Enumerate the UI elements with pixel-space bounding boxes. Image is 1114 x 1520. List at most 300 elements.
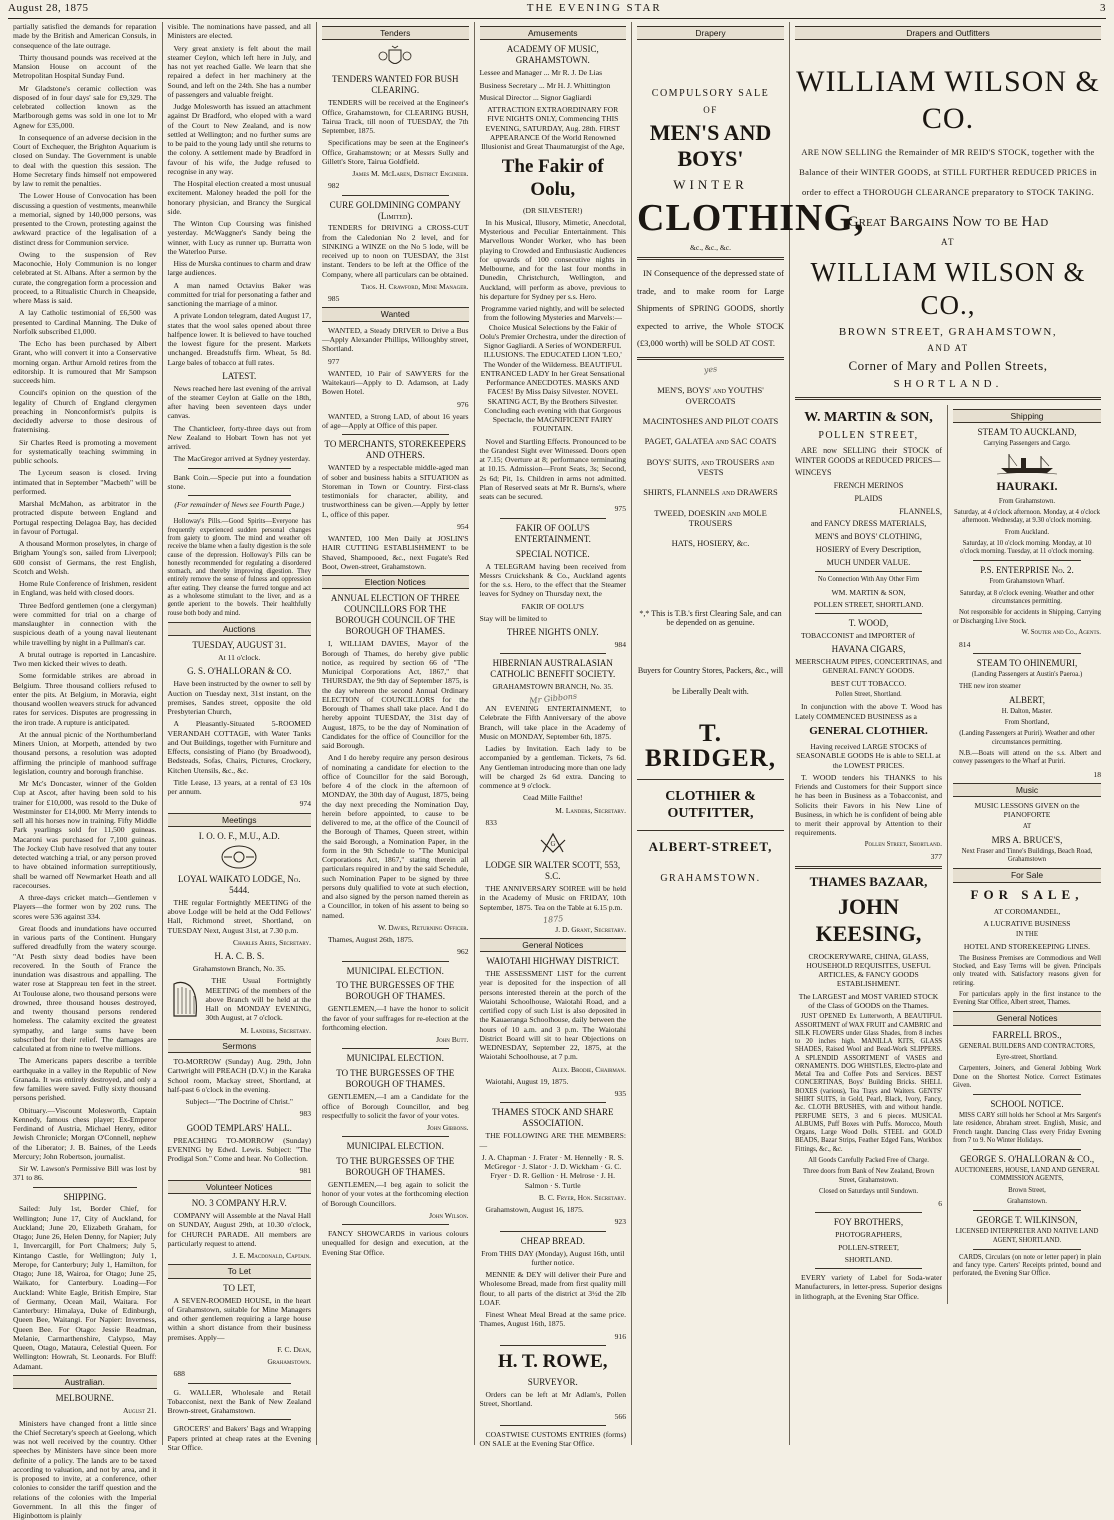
section-general-notices: General Notices <box>480 938 627 952</box>
academy-secretary: Business Secretary ... Mr H. J. Whittington <box>479 80 611 90</box>
academy-lessee: Lessee and Manager ... Mr R. J. De Lias <box>479 68 603 78</box>
cure-heading: CURE GOLDMINING COMPANY (Limited). <box>329 199 461 221</box>
to-let-place: Grahamstown. <box>267 1357 311 1367</box>
ad-number: 981 <box>299 1166 311 1176</box>
meerschaum-line: MEERSCHAUM PIPES, CONCERTINAS, and GENERAL FANCY GOODS. <box>795 657 942 676</box>
lodge-signature: Charles Aries, Secretary. <box>233 937 311 947</box>
stock-share-heading: THAMES STOCK AND SHARE ASSOCIATION. <box>491 1107 614 1129</box>
news-para: visible. The nominations have passed, and all Ministers are elected. <box>167 22 311 41</box>
column-6-drapers <box>790 22 1106 1445</box>
divider <box>188 468 292 469</box>
auction-para: Have been instructed by the owner to sell by Auction on Tuesday next, 31st instant, on the premises, Sandes street, opposite the old Presbyterian Church, <box>167 679 311 717</box>
foy-line: POLLEN-STREET, <box>838 1242 899 1252</box>
divider <box>342 1136 449 1137</box>
page-number: 3 <box>1100 2 1106 14</box>
waiotahi-signature: Alex. Brodie, Chairman. <box>552 1064 626 1074</box>
news-para: The MacGregor arrived at Sydney yesterday. <box>173 454 311 464</box>
cure-signature: Thos. H. Crawford, Mine Manager. <box>360 281 469 291</box>
school-heading: SCHOOL NOTICE. <box>990 1099 1064 1110</box>
ad-number: 833 <box>485 817 497 827</box>
news-para: News reached here last evening of the arrival of the steamer Ceylon at Galle on the 18th, after having been seventeen days under canvas. <box>167 383 311 421</box>
consequence-para: IN Consequence of the depressed state of trade, and to make room for Large Shipments of SPRING GOODS, shortly expected to arrive, the Whole STOCK (£3,000 worth) will be SOLD AT COST. <box>637 268 784 348</box>
ohalloran-para: AUCTIONEERS, HOUSE, LAND AND GENERAL COMMISSION AGENTS, <box>954 1167 1100 1183</box>
grocers-ad: GROCERS' and Bakers' Bags and Wrapping Papers printed at cheap rates at the Evening Star Office. <box>167 1424 311 1452</box>
ad-number: 975 <box>614 504 626 514</box>
handwritten-annotation: yes <box>703 364 718 376</box>
municipal-signature: John Butt. <box>436 1035 469 1045</box>
divider <box>500 653 607 654</box>
divider <box>973 1249 1081 1250</box>
shipping-heading: SHIPPING. <box>63 1191 107 1202</box>
sale-line: A LUCRATIVE BUSINESS <box>983 918 1071 928</box>
ioof-heading: I. O. O. F., M.U., A.D. <box>198 831 280 841</box>
clothier-para: Having received LARGE STOCKS of SEASONABLE GOODS He is able to SELL at the LOWEST PRICES. <box>796 742 941 770</box>
news-para: Sir W. Lawson's Permissive Bill was lost by 371 to 86. <box>13 1164 157 1183</box>
divider <box>815 1212 922 1213</box>
ohinemuri-para: (Landing Passengers at Puriri). Weather and other circumstances permitting. <box>959 730 1095 746</box>
schedule: Saturday, at 10 o'clock morning. Monday, at 10 o'clock morning. Tuesday, at 11 o'clock morning. <box>960 539 1094 556</box>
martin-para: ARE now SELLING their STOCK of WINTER GOODS at REDUCED PRICES— <box>795 445 942 465</box>
martin-item: WINCEYS <box>795 468 832 478</box>
sermon-para: TO-MORROW (Sunday) Aug. 29th, John Cartwright will PREACH (D.V.) in the Karaka School room, Mackay street, Shortland, at half-past 6 o'clock in the evening. <box>167 1057 311 1094</box>
melbourne-date: August 21. <box>122 1406 157 1416</box>
ad-number: 688 <box>173 1369 185 1379</box>
stock-item: BOYS' SUITS, and TROUSERS and VESTS <box>646 456 775 477</box>
ohalloran-address: Grahamstown. <box>1007 1198 1047 1206</box>
sale-line: HOTEL AND STOREKEEPING LINES. <box>963 942 1091 952</box>
news-para: A private London telegram, dated August 17, states that the wool sales opened about three halfpence lower. It is believed to have touched the lowest figure for the present. Markets unchanged. Breadstuffs firm. Wheat, 5s 8d. Large bales of tobacco at full rates. <box>167 311 311 367</box>
column-2-news-ads <box>163 22 318 1452</box>
municipal-signature: John Wilson. <box>429 1210 469 1220</box>
of-word: OF <box>703 104 718 115</box>
hibernian-signature: M. Landers, Secretary. <box>555 805 626 815</box>
ad-number: 962 <box>457 947 469 957</box>
section-drapers-outfitters: Drapers and Outfitters <box>795 26 1101 40</box>
hacb-branch: Grahamstown Branch, No. 35. <box>192 964 286 974</box>
fakir-para: Novel and Startling Effects. Pronounced to be the Grandest Sight ever Witnessed. Doors open at 7.15; Overture at 8; performance terminating at 10.15. Admission—Front Seats, 3s; Second, 2s 6d; Pit, 1s. Children in arms not admitted. Plan of Reserved seats at Mr R. Burns's, where seats can be secured. <box>479 436 626 502</box>
fakir-name: FAKIR OF OOLU'S <box>521 601 584 611</box>
handwritten-annotation: Mr Gibbons <box>528 691 577 706</box>
ohalloran-heading: GEORGE S. O'HALLORAN & CO., <box>959 1154 1095 1165</box>
music-para: MUSIC LESSONS GIVEN on the PIANOFORTE <box>974 801 1080 820</box>
section-shipping: Shipping <box>953 409 1101 423</box>
news-para: Thirty thousand pounds was received at the Mansion House on account of the Metropolitan Hospital Sunday Fund. <box>13 52 157 81</box>
ad-number: 6 <box>938 1199 942 1209</box>
news-para: The Lyceum season is closed. Irving intimated that in September "Macbeth" will be performed. <box>13 468 157 496</box>
auction-item: A Pleasantly-Situated 5-ROOMED VERANDAH COTTAGE, with Water Tanks and Out Buildings, together with Furniture and Effects, consisting of Piano (by Broadwood), Bedsteads, Sofas, Chairs, Pictures, Crockery, Kitchen Utensils, &c., &c. <box>167 719 311 775</box>
three-nights: THREE NIGHTS ONLY. <box>506 627 599 638</box>
havana-heading: HAVANA CIGARS, <box>831 644 906 655</box>
coastwise-ad: COASTWISE CUSTOMS ENTRIES (forms) ON SALE at the Evening Star Office. <box>479 1429 626 1449</box>
martin-address: POLLEN STREET, SHORTLAND. <box>813 599 924 609</box>
sale-para: The Business Premises are Commodious and Well Stocked, and Easy Terms will be given. Principals only treated with. Satisfactory reasons given for retiring. <box>953 954 1101 987</box>
keesing-note: All Goods Carefully Packed Free of Charge. <box>808 1157 929 1164</box>
attraction-para: ATTRACTION EXTRAORDINARY FOR FIVE NIGHTS ONLY, Commencing THIS EVENING, SATURDAY, Aug. 28th. FIRST APPEARANCE Of the World Renowned Illusionist and Great Thaumaturgist of the Age, <box>481 105 625 152</box>
divider <box>342 434 449 435</box>
sale-para: For particulars apply in the first instance to the Evening Star Office, Albert street, Thames. <box>953 990 1101 1007</box>
news-para: Obituary.—Viscount Molesworth, Captain Kennedy, famous chess player; Ex-Emperor Ferdinand of Austria, Michael Henry, editor Jewish Chronicle; Morgan O'Connell, nephew of the Liberator; J. B. Baines, of the Leeds Mercury; John Robertson, journalist. <box>13 1105 157 1161</box>
enterprise-heading: P.S. ENTERPRISE No. 2. <box>980 565 1074 576</box>
martin-item: PLAIDS <box>854 493 883 503</box>
news-para: A man named Octavius Baker was committed for trial for personating a father and sanctioning the marriage of a minor. <box>167 280 311 308</box>
for-sale-heading: FOR SALE, <box>970 886 1084 902</box>
melbourne-para: Ministers have changed front a little since the Chief Secretary's speech at Geelong, which was not well received by the country. Other speeches by Ministers have since been more definite of a policy. The lands are to be taxed according to valuation, and not by area, and it is proposed to invite, at a conference, other colonies to consider the tariff question and the relations of the colonies with the Imperial Government. In all this the finger of Higinbottom is plainly <box>13 1418 157 1520</box>
ad-number: 814 <box>959 640 971 650</box>
municipal-para: GENTLEMEN,—I beg again to solicit the honor of your votes at the forthcoming election of Borough Councillors. <box>322 1180 469 1208</box>
wood-para: TOBACCONIST and IMPORTER of <box>801 631 915 641</box>
foy-heading: FOY BROTHERS, <box>833 1217 904 1228</box>
wood-signature: Pollen Street, Shortland. <box>864 840 942 848</box>
to-let-heading: TO LET, <box>223 1282 256 1293</box>
section-tenders: Tenders <box>322 26 469 40</box>
divider <box>500 1345 607 1346</box>
ad-number: 916 <box>614 1331 626 1341</box>
bridger-name: T. BRIDGER, <box>645 719 776 772</box>
pollen-street: POLLEN STREET, <box>818 429 919 441</box>
martin-item: HOSIERY of Every Description, <box>815 544 922 554</box>
election-para: I, WILLIAM DAVIES, Mayor of the Borough of Thames, do hereby give public notice, as required by section 66 of "The Municipal Corporations Act, 1867," that THURSDAY, the 9th day of September 1875, is the day whereon the second Annual Ordinary ELECTION of COUNCILLORS for the Borough of Thames shall take place. And I do hereby appoint TUESDAY, the 31st day of August, 1875, to be the day of Nomination of Candidates for the office of Councillor for the said Borough. <box>322 639 469 751</box>
stock-item: PAGET, GALATEA and SAC COATS <box>644 436 777 447</box>
martin-name-2: WM. MARTIN & SON, <box>831 587 906 597</box>
news-para: A brutal outrage is reported in Lancashire. Two men kicked their wives to death. <box>13 649 157 668</box>
mens-boys-heading: MEN'S AND BOYS' <box>649 119 772 172</box>
good-templars-para: PREACHING TO-MORROW (Sunday) EVENING by Edwd. Lewis. Subject: "The Prodigal Son." Come and hear. No Collection. <box>167 1135 311 1164</box>
compulsory-sale: COMPULSORY SALE <box>651 88 770 100</box>
news-para: The Lower House of Convocation has been discussing a question of vestments, meanwhile a memorial, signed by 140,000 persons, was presented to the Crown, protesting against the awkward practice of the legalisation of a distinct dress for Communion service. <box>13 191 157 247</box>
stock-item: MACINTOSHES AND PILOT COATS <box>642 415 779 426</box>
corner-line: Corner of Mary and Pollen Streets, <box>848 358 1048 374</box>
wilson-para: ARE NOW SELLING the Remainder of MR REID'S STOCK, together with the Balance of their WINTER GOODS, at STILL FURTHER REDUCED PRICES in order to effect a THOROUGH CLEARANCE preparatory to STOCK TAKING. <box>799 146 1097 198</box>
news-para: Mr Mc's Doncaster, winner of the Golden Cup at Ascot, after having been sold to his trainer for £10,000, was resold to the Duke of Westminster for £14,000. Mr Merry intends to sell all his horses now in training. Fifty Middle Park yearlings sold for 11,500 guineas. Macaroni was purchased for 7,100 guineas. The Jockey Club have resolved that any touter detected watching a trial, or any person proved to have obtained information surreptitiously, shall be warned off Newmarket Heath and all racecourses. <box>13 779 157 890</box>
waller-ad: G. WALLER, Wholesale and Retail Tobacconist, next the Bank of New Zealand Brown-street, Grahamstown. <box>167 1387 311 1416</box>
royal-arms-icon <box>375 44 415 70</box>
harp-icon <box>168 978 202 1020</box>
divider <box>342 961 449 962</box>
news-para: A lay Catholic testimonial of £6,500 was presented to Cardinal Manning. The Duke of Norfolk subscribed £1,000. <box>13 308 157 336</box>
sale-line: IN THE <box>1016 931 1038 939</box>
holloway-ad: Holloway's Pills.—Good Spirits—Everyone has frequently experienced sudden personal changes from gaiety to gloom. The mind and weather oft receive the blame when a faulty digestion is the sole cause of the depression. Holloway's Pills can be honestly recommended for regulating a disordered stomach, and thereby improving digestion. They entirely remove the sense of fulness and oppression after eating. They cleanse the furred tongue and act as a wholesome stimulant to the liver, and as a gentle aperient to the bowels. Their healthfully rouse both body and mind. <box>167 518 311 617</box>
bread-para: Finest Wheat Meal Bread at the same price. Thames, August 16th, 1875. <box>479 1310 626 1329</box>
column-6a <box>795 405 948 1304</box>
section-election-notices: Election Notices <box>322 575 469 589</box>
ad-number: 935 <box>614 1089 626 1099</box>
scott-para: THE ANNIVERSARY SOIREE will be held in the Academy of Music on FRIDAY, 10th September, 1875. Tea on the Table at 6.15 p.m. <box>479 884 626 912</box>
stock-share-signature: B. C. Fryer, Hon. Secretary. <box>538 1192 626 1202</box>
municipal-para: GENTLEMEN,—I have the honor to solicit the favor of your suffrages for re-election at the forthcoming election. <box>322 1004 469 1032</box>
showcards-ad: FANCY SHOWCARDS in various colours unequalled for design and execution, at the Evening Star Office. <box>322 1229 469 1257</box>
section-auctions: Auctions <box>168 622 312 636</box>
steam-auckland: STEAM TO AUCKLAND, <box>977 426 1077 437</box>
special-notice-heading: SPECIAL NOTICE. <box>515 548 590 559</box>
auction-terms: Title Lease, 13 years, at a rental of £3 10s per annum. <box>167 777 311 797</box>
to-let-para: A SEVEN-ROOMED HOUSE, in the heart of Grahamstown, suitable for Mine Managers and other gentlemen requiring a large house within a short distance from their business premises. Apply— <box>167 1295 311 1342</box>
election-signature: W. Davies, Returning Officer. <box>378 922 469 932</box>
news-para: The Winton Cup Coursing was finished yesterday. McWaggner's Sandy being the winner, with Lucy as runner up. Burratta won the Waterloo Purse. <box>167 219 311 256</box>
no-connection: No Connection With Any Other Firm <box>817 576 920 584</box>
schedule: Saturday, at 4 o'clock afternoon. Monday, at 4 o'clock afternoon. Wednesday, at 9.30 o'clock morning. <box>954 509 1100 525</box>
stock-item: SHIRTS, FLANNELS and DRAWERS <box>643 487 778 498</box>
rowe-heading: H. T. ROWE, <box>497 1350 608 1372</box>
divider <box>500 1425 607 1426</box>
news-para: Three Bedford gentlemen (one a clergyman) were committed for trial on a charge of manslaughter in connection with the suspicious death of a young naval lieutenant while travelling by night in a Pullman's car. <box>13 600 157 647</box>
volunteer-signature: J. E. Macdonald, Captain. <box>232 1251 311 1261</box>
first-clearing-note: *,* This is T.B.'s first Clearing Sale, and can be depended on as genuine. <box>639 608 782 628</box>
section-drapery: Drapery <box>637 26 784 40</box>
news-para: Home Rule Conference of Irishmen, resident in England, was held with closed doors. <box>13 579 157 598</box>
farrell-para: Carpenters, Joiners, and General Jobbing Work Done on the Shortest Notice. Correct Estimates Given. <box>953 1065 1101 1089</box>
martin-heading: W. MARTIN & SON, <box>804 409 933 425</box>
martin-item: FRENCH MERINOS <box>833 481 904 491</box>
divider <box>973 1149 1081 1150</box>
farrell-address: Eyre-street, Shortland. <box>996 1053 1058 1061</box>
from-shortland: From Shortland, <box>1004 719 1050 727</box>
bank-coin-para: Bank Coin.—Specie put into a foundation stone. <box>167 472 311 491</box>
divider <box>815 613 922 614</box>
farrell-para: GENERAL BUILDERS AND CONTRACTORS, <box>959 1042 1095 1050</box>
martin-item: and FANCY DRESS MATERIALS, <box>810 519 927 529</box>
lodge-para: THE regular Fortnightly MEETING of the above Lodge will be held at the Odd Fellows' Hall, Richmond street, Shortland, on TUESDAY Next, August 31st, at 7.30 p.m. <box>167 897 311 935</box>
ad-number: 923 <box>614 1217 626 1227</box>
ohinemuri-heading: STEAM TO OHINEMURI, <box>976 658 1078 669</box>
steamship-icon <box>997 451 1057 475</box>
tender-heading: TENDERS WANTED FOR BUSH CLEARING. <box>331 74 459 96</box>
fakir-programme: Programme varied nightly, and will be selected from the following Mysteries and Marvels:— Choice Musical Selections by the Fakir of Oolu's Premier Orchestra, under the direction of Signor Gagliardi. A Series of WONDERFUL ILLUSIONS. The EDUCATED LION 'LEO,' The Wonder of the Wilderness. BEAUTIFUL ENTRANCED LADY In her Great Sensational Performance ANECDOTES. MASKS AND FACES! By Miss Daisy Silvester. NOVEL SKATING ACT, By the Brothers Silvester. Concluding each evening with that Gorgeous Spectacle, the MAGNIFICENT FAIRY FOUNTAIN. <box>479 304 626 434</box>
ad-number: 954 <box>457 521 469 531</box>
fakir-entertainment-heading: FAKIR OF OOLU'S ENTERTAINMENT. <box>514 522 591 544</box>
section-volunteer: Volunteer Notices <box>168 1180 312 1194</box>
news-para: Judge Molesworth has issued an attachment against Dr Bradford, who eloped with a ward of the Court to New Zealand, and is now settled at Wellington; and no further sums are to be paid to the young lady until she returns to the colony. A settlement made by Bradford in favour of his wife, the Judge refused to recognise in any way. <box>167 102 311 176</box>
grahamstown-line: GRAHAMSTOWN. <box>660 872 761 884</box>
stock-share-para: THE FOLLOWING ARE THE MEMBERS:— <box>479 1131 626 1150</box>
thames-bazaar: THAMES BAZAAR, <box>809 874 928 890</box>
wilkinson-para: LICENSED INTERPRETER AND NATIVE LAND AGENT, SHORTLAND. <box>955 1228 1099 1244</box>
ad-number: 983 <box>299 1109 311 1119</box>
etc-line: &c., &c., &c. <box>689 243 732 253</box>
wanted-ad: WANTED, a Strong LAD, of about 16 years of age—Apply at Office of this paper. <box>322 411 469 431</box>
section-meetings: Meetings <box>168 813 312 827</box>
newspaper-title: THE EVENING STAR <box>526 2 662 14</box>
brown-street: BROWN STREET, GRAHAMSTOWN, <box>838 325 1058 338</box>
burgesses-heading: TO THE BURGESSES OF THE BOROUGH OF THAMES. <box>336 1068 455 1090</box>
sermon-subject: Subject—"The Doctrine of Christ." <box>185 1097 293 1107</box>
divider <box>795 397 1101 400</box>
ad-number: 18 <box>1093 769 1101 779</box>
label-ad: EVERY variety of Label for Soda-water Manufacturers, in letter-press. Superior designs in lithograph, at the Evening Star Office. <box>795 1273 942 1301</box>
news-para: A thousand Mormon proselytes, in charge of Brigham Young's son, sailed from Liverpool; 600 consist of Germans, the rest English, Scotch and Welsh. <box>13 539 157 576</box>
winter-heading: WINTER <box>673 177 748 193</box>
election-para: And I do hereby require any person desirous of nominating a candidate for election to the office of Councillor for the said Borough, before 4 of the clock in the afternoon of MONDAY, the 30th day of August, 1875, being the day next preceding the Nomination Day, herein before appointed, to cause to be delivered to me, at the office of the Council of the Borough of Thames, Queen street, within the said Borough, a Nomination Paper, in the form in the 9th Schedule to "The Municipal Corporations Act, 1867," stating therein all particulars required in and by the said Schedule, such Nomination Paper to be signed by three persons duly qualified to vote at such election, and also signed by the person named therein as a Councillor, in token of his assent to being so named. <box>322 753 469 920</box>
section-amusements: Amusements <box>480 26 627 40</box>
ohinemuri-sub: (Landing Passengers at Austin's Paeroa.) <box>971 671 1083 679</box>
divider <box>973 1094 1081 1095</box>
auction-date: TUESDAY, AUGUST 31. <box>192 640 287 651</box>
foy-line: PHOTOGRAPHERS, <box>835 1230 902 1240</box>
divider <box>188 513 292 514</box>
column-1-news <box>8 22 163 1520</box>
clothing-heading: CLOTHING, <box>637 197 865 240</box>
divider <box>795 866 942 869</box>
divider <box>500 1102 607 1103</box>
merchants-heading: TO MERCHANTS, STOREKEEPERS AND OTHERS. <box>324 439 466 461</box>
volunteer-heading: NO. 3 COMPANY H.R.V. <box>191 1198 287 1209</box>
news-para: Sir Charles Reed is promoting a movement for systematically teaching swimming in public schools. <box>13 437 157 465</box>
news-para: Mr Gladstone's ceramic collection was disposed of in four days' sale for £9,329. The celebrated collection known as the Marlborough gems was sold in one lot to Mr Agnew for £35,000. <box>13 83 157 130</box>
ohinemuri-para: N.B.—Boats will attend on the s.s. Albert and convey passengers to the Wharf at Puriri. <box>953 749 1101 766</box>
municipal-heading: MUNICIPAL ELECTION. <box>346 965 444 976</box>
wood-address: Pollen Street, Shortland. <box>835 690 902 698</box>
section-to-let: To Let <box>168 1264 312 1278</box>
ad-number: 985 <box>328 294 340 304</box>
waiotahi-para: THE ASSESSMENT LIST for the current year is deposited for the inspection of all persons interested therein at the porch of the Waiotahi Schoolhouse, Waiotahi Road, and a certified copy of such List is also deposited in the Kauaeranga Schoolhouse, daily between the hours of 10 a.m. and 3 p.m. The Waiotahi District Board will sit to hear Objections on WEDNESDAY, September 22, 1875, at the Waiotahi Schoolhouse, at 7 p.m. <box>479 969 626 1062</box>
election-date: Thames, August 26th, 1875. <box>328 935 414 945</box>
wood-para: In conjunction with the above T. Wood has Lately COMMENCED BUSINESS as a <box>795 702 942 721</box>
bruce-address: Next Fraser and Tinne's Buildings, Beach Road, Grahamstown <box>961 847 1093 864</box>
news-para: Hiss de Murska continues to charm and draw large audiences. <box>167 259 311 278</box>
school-para: MISS CARY still holds her School at Mrs Sargent's late residence, Abraham street. English, Music, and French taught. Dancing Class every Friday Evening from 7 to 9. No Winter Holidays. <box>953 1112 1101 1144</box>
municipal-para: GENTLEMEN,—I am a Candidate for the office of Borough Councillor, and beg respectfully to solicit the favor of your votes. <box>322 1092 469 1120</box>
news-para: Marshal McMahon, as arbitrator in the protracted dispute between England and Portugal respecting Delagoa Bay, has decided in favour of Portugal. <box>13 499 157 536</box>
section-general-notices-2: General Notices <box>953 1011 1101 1025</box>
enterprise-para: Not responsible for accidents in Shipping, Carrying or Discharging Live Stock. <box>953 609 1101 625</box>
section-music: Music <box>953 783 1101 797</box>
ad-number: 377 <box>930 851 942 861</box>
divider <box>815 571 922 572</box>
election-heading: ANNUAL ELECTION OF THREE COUNCILLORS FOR THE BOROUGH COUNCIL OF THE BOROUGH OF THAMES. <box>330 593 460 637</box>
burgesses-heading: TO THE BURGESSES OF THE BOROUGH OF THAMES. <box>336 1156 455 1178</box>
to-let-signature: F. C. Dean, <box>277 1344 311 1354</box>
hacb-para: THE Usual Fortnightly MEETING of the members of the above Branch will be held at the Hall on MONDAY EVENING, 30th August, at 7 o'clock. <box>205 976 311 1023</box>
telegram-para: A TELEGRAM having been received from Messrs Cruickshank & Co., Auckland agents for the s.s. Hero, to the effect that the Steamer leaves for Sydney on Thursday next, the <box>479 561 626 599</box>
section-wanted: Wanted <box>322 307 469 321</box>
latest-heading: LATEST. <box>222 370 257 381</box>
lodge-emblem-icon <box>219 844 259 870</box>
news-para: Some formidable strikes are abroad in Belgium. Three thousand colliers refused to enter the pits. At Belgium, in Moravia, eight thousand woollen weavers struck for advanced rates for services. Disputes are progressing in the iron trade. A rupture is anticipated. <box>13 671 157 727</box>
hibernian-branch: GRAHAMSTOWN BRANCH, No. 35. <box>492 682 614 692</box>
outfitter-line: CLOTHIER & OUTFITTER, <box>665 788 756 821</box>
martin-item: MEN'S and BOYS' CLOTHING, <box>815 532 922 542</box>
best-tobacco: BEST CUT TOBACCO. <box>830 678 907 688</box>
ad-number: 977 <box>328 356 340 366</box>
ohalloran-address: Brown Street, <box>1008 1186 1046 1194</box>
divider <box>500 518 607 519</box>
news-para: The Chanticleer, forty-three days out from New Zealand to Hobart Town has not yet arrived. <box>167 423 311 452</box>
wood-heading: T. WOOD, <box>848 618 889 629</box>
news-para: The Americans papers describe a terrible earthquake in a valley in the Republic of New Granada. It was entirely destroyed, and only a few families were saved. Fully sixty thousand persons perished. <box>13 1056 157 1103</box>
municipal-heading: MUNICIPAL ELECTION. <box>346 1141 444 1152</box>
keesing-note: Three doors from Bank of New Zealand, Brown Street, Grahamstown. <box>803 1168 934 1184</box>
enterprise-para: Saturday, at 8 o'clock evening. Weather and other circumstances permitting. <box>959 589 1095 605</box>
bruce-heading: MRS A. BRUCE'S, <box>991 834 1063 845</box>
column-3-tenders-elections <box>317 22 475 1445</box>
news-para: Very great anxiety is felt about the mail steamer Ceylon, which left here in July, and has not yet reached Galle. We learn that she repaired a defect in her machinery at the Sound, and left on the 24th. She has a number of passengers and valuable freight. <box>167 43 311 99</box>
from-grahamstown: From Grahamstown. <box>998 497 1056 505</box>
fakir-subtitle: (DR SILVESTER!) <box>523 205 583 215</box>
issue-date: August 28, 1875 <box>8 2 89 14</box>
ad-number: 982 <box>328 181 340 191</box>
enterprise-from: From Grahamstown Wharf. <box>989 578 1065 586</box>
columns <box>8 22 1106 1520</box>
municipal-heading: MUNICIPAL ELECTION. <box>346 1053 444 1064</box>
divider <box>815 1268 922 1269</box>
wilkinson-heading: GEORGE T. WILKINSON, <box>976 1215 1078 1226</box>
news-para: The Echo has been purchased by Albert Grant, who will convert it into a Conservative morning organ. Arthur Arnold retires from the editorship. It is rumoured that Mr Sampson succeeds him. <box>13 339 157 385</box>
academy-director: Musical Director ... Signor Gagliardi <box>479 92 592 102</box>
general-clothier: GENERAL CLOTHIER. <box>809 724 928 737</box>
municipal-signature: John Gibbons. <box>427 1123 469 1133</box>
tender-para: Specifications may be seen at the Engineer's Office, Grahamstown; or at Messrs Sully and Gillett's Store, Tairua Goldfield. <box>322 138 469 166</box>
stock-item: HATS, HOSIERY, &c. <box>671 538 750 549</box>
section-for-sale: For Sale <box>953 868 1101 882</box>
keesing-note: Closed on Saturdays until Sundown. <box>818 1187 919 1195</box>
keesing-para: CROCKERYWARE, CHINA, GLASS, HOUSEHOLD REQUISITES, USEFUL ARTICLES, & FANCY GOODS ESTABLISHMENT. <box>806 951 931 989</box>
martin-item: MUCH UNDER VALUE. <box>826 557 911 567</box>
auction-time: At 11 o'clock. <box>218 653 261 663</box>
wanted-ad: WANTED, 10 Pair of SAWYERS for the Waitekauri—Apply to D. Adamson, at Lady Bowen Hotel. <box>322 368 469 397</box>
news-para: At the annual picnic of the Northumberland Miners Union, at Morpeth, attended by two thousand persons, a resolution was adopted affirming the principle of manhood suffrage legislation, country and borough franchise. <box>13 729 157 776</box>
masonic-emblem-icon <box>533 830 573 856</box>
stay-line: Stay will be limited to <box>479 613 547 623</box>
hibernian-para: AN EVENING ENTERTAINMENT, to Celebrate the Fifth Anniversary of the above Branch, will take place in the Academy of Music on MONDAY, September 6th, 1875. <box>479 704 626 741</box>
keesing-list: JUST OPENED Ex Lutterworth, A BEAUTIFUL ASSORTMENT of WAX FRUIT and CAMBRIC and SILK FLOWERS under Glass Shades, from 8 inches to 20 inches high. MANILLA KITS, GLASS SHADES, Raised Wool and Bead-Work SLIPPERS. A SPLENDID ASSORTMENT of VASES and ORNAMENTS. DOG WHISTLES, Electro-plate and Metal Tea and Coffee Pots and Services. BEST CONCERTINAS, Boys' Building Bricks. SHELL BOXES (various), Tea Trays and Waiters. GENTS' SHIRT SUITS, in Gold, Pearl, Black, Ivory, Fancy, &c. CLOTH BRUSHES, with and without handle. PERFUME SETS, 3 and 6 pieces. MUSICAL ALBUMS, Puff Boxes with Puffs. Morocco, Mouth Organs, Large Wood Dolls. STEEL and GOLD BEADS, Bazar Strips, Feather Edged Fans, Workbox Fittings, &c., &c. <box>795 1013 942 1153</box>
at-word: AT <box>941 237 955 248</box>
scott-heading: LODGE SIR WALTER SCOTT, 553, S.C. <box>485 860 621 882</box>
divider <box>637 257 784 260</box>
divider <box>637 830 784 831</box>
enterprise-signature: W. Souter and Co., Agents. <box>1021 628 1101 636</box>
divider <box>342 1048 449 1049</box>
divider <box>188 1419 292 1420</box>
foy-line: SHORTLAND. <box>844 1254 893 1264</box>
fakir-para: In his Musical, Illusory, Mimetic, Anecdotal, Mysterious and Peculiar Entertainment. This Marvellous Wonder Worker, who has been playing to Crowded and Enthusiastic Audiences for upwards of 100 consecutive nights in Melbourne, and for the last four months in Dunedin, Christchurch, Wellington, and Auckland, will perform as above, previous to his departure for Sydney per s.s. Hero. <box>479 217 626 301</box>
news-para: Owing to the suspension of Rev Maconochie, Holy Communion is no longer celebrated at St. Albans. After a sermon by the curate, the congregation form a procession and proceed, to a Ritualistic Church in Cheapside, where Mass is said. <box>13 249 157 305</box>
divider <box>342 195 449 196</box>
academy-heading: ACADEMY OF MUSIC, GRAHAMSTOWN. <box>506 44 599 66</box>
divider <box>342 1224 449 1225</box>
cards-ad: CARDS, Circulars (on note or letter paper) in plain and fancy type. Carters' Receipts printed, bound and perforated, the Evening Star Office. <box>953 1253 1101 1278</box>
wilson-heading: WILLIAM WILSON & CO. <box>796 65 1100 135</box>
hibernian-heading: HIBERNIAN AUSTRALASIAN CATHOLIC BENEFIT SOCIETY. <box>490 658 616 680</box>
divider <box>188 495 292 496</box>
svg-text:G: G <box>550 840 556 849</box>
news-para: The Hospital election created a most unusual excitement. Maloney headed the poll for the honorary physician, and Brancy the Surgical side. <box>167 179 311 216</box>
fakir-title: The Fakir of Oolu, <box>501 156 604 201</box>
hibernian-para: Ladies by Invitation. Each lady to be accompanied by a gentleman. Tickets, 7s 6d. Any Gentleman introducing more than one lady will be charged 2s 6d extra. Dancing to commence at 9 o'clock. <box>479 744 626 791</box>
section-australian: Australian. <box>13 1375 157 1389</box>
wilson-heading-2: WILLIAM WILSON & CO., <box>810 256 1086 320</box>
merchants-para: WANTED by a respectable middle-aged man of sober and business habits a SITUATION as Storeman in Town or Country. First-class testimonials for character, ability, and trustworthiness can be given.—Apply by letter L, office of this paper. <box>322 463 469 519</box>
albert-para: THE new iron steamer <box>959 682 1021 690</box>
tender-para: TENDERS will be received at the Engineer's Office, Grahamstown, for CLEARING BUSH, Tairua Track, till noon of TUESDAY, the 7th September, 1875. <box>322 98 469 136</box>
wood-para: T. WOOD tenders his THANKS to his Friends and Customers for their Support since he has been in Business as a Tobacconist, and Solicits their Favors in his New Line of Business, in which he is confident of being able to merit their approval by Attention to their requirements. <box>795 772 942 838</box>
stock-share-date: Grahamstown, August 16, 1875. <box>485 1205 584 1215</box>
melbourne-heading: MELBOURNE. <box>55 1393 114 1404</box>
wanted-ad: WANTED, a Steady DRIVER to Drive a Bus—Apply Alexander Phillips, Willoughby street, Shortland. <box>322 325 469 354</box>
carrying-line: Carrying Passengers and Cargo. <box>983 439 1071 447</box>
volunteer-para: COMPANY will Assemble at the Naval Hall on SUNDAY, August 29th, at 10.30 o'clock, for CHURCH PARADE. All members are particularly request to attend. <box>167 1211 311 1248</box>
albert-heading: ALBERT, <box>1008 694 1046 705</box>
bread-date: From THIS DAY (Monday), August 16th, until further notice. <box>481 1248 625 1267</box>
bread-para: MENNIE & DEY will deliver their Pure and Wholesome Bread, made from first quality mill flour, to all parts of the district at 3½d the 2lb LOAF. <box>479 1270 626 1307</box>
hibernian-cead: Cead Mille Failthe! <box>523 793 583 803</box>
divider <box>973 560 1081 561</box>
ad-number: 566 <box>614 1411 626 1421</box>
divider <box>973 1210 1081 1211</box>
news-para: Council's opinion on the question of the legality of Church of England clergymen preaching in Nonconformist's pulpits is decidedly adverse to those desirous of fraternising. <box>13 388 157 435</box>
waiotahi-date: Waiotahi, August 19, 1875. <box>485 1076 569 1086</box>
lodge-heading: LOYAL WAIKATO LODGE, No. 5444. <box>178 873 301 895</box>
waiotahi-heading: WAIOTAHI HIGHWAY DISTRICT. <box>486 956 620 967</box>
ad-number: 976 <box>457 399 469 409</box>
